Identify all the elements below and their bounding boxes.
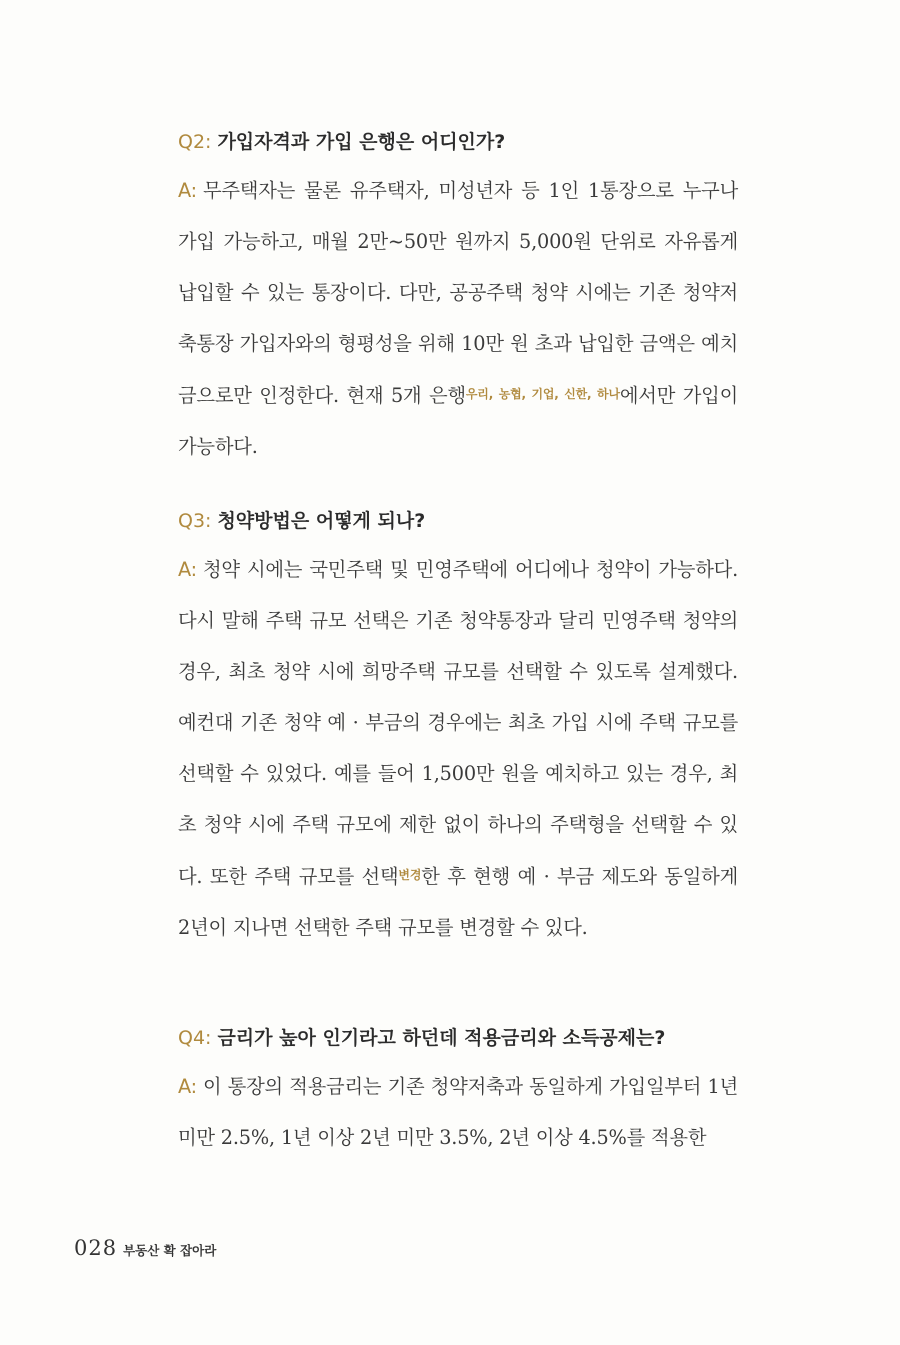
page-number: 028 — [74, 1236, 118, 1260]
answer-label: A: — [178, 558, 197, 581]
question-label: Q2: — [178, 131, 212, 153]
qa-section-q4 — [178, 1023, 738, 1163]
answer-paragraph — [178, 544, 738, 953]
answer-inline-note: 변경 — [398, 868, 422, 882]
answer-text: 청약 시에는 국민주택 및 민영주택에 어디에나 청약이 가능하다. 다시 말해 주택 규모 선택은 기존 청약통장과 달리 민영주택 청약의 경우, 최초 청약 시에 희망주택 규모를 선택할 수 있도록 설계했다. 예컨대 기존 청약 예 · 부금의 경우에는 최초 가입 시에 주택 규모를 선택할 수 있었다. 예를 들어 1,500만 원을 예치하고 있는 경우, 최초 청약 시에 주택 규모에 제한 없이 하나의 주택형을 선택할 수 있다. 또한 주택 규모를 선택 — [178, 558, 738, 888]
question-text: 금리가 높아 인기라고 하던데 적용금리와 소득공제는? — [217, 1027, 666, 1049]
answer-paragraph — [178, 165, 738, 472]
answer-text-tail: 한 후 현행 예 · 부금 제도와 동일하게 2년이 지나면 선택한 주택 규모를 변경할 수 있다. — [178, 865, 739, 939]
answer-text: 이 통장의 적용금리는 기존 청약저축과 동일하게 가입일부터 1년 미만 2.5%, 1년 이상 2년 미만 3.5%, 2년 이상 4.5%를 적용한 — [178, 1075, 738, 1149]
question-label: Q4: — [178, 1027, 212, 1049]
answer-inline-note: 우리, 농협, 기업, 신한, 하나 — [465, 387, 620, 401]
qa-section-q3 — [178, 506, 738, 953]
answer-text: 무주택자는 물론 유주택자, 미성년자 등 1인 1통장으로 누구나 가입 가능하고, 매월 2만~50만 원까지 5,000원 단위로 자유롭게 납입할 수 있는 통장이다. 다만, 공공주택 청약 시에는 기존 청약저축통장 가입자와의 형평성을 위해 10만 원 초과 납입한 금액은 예치금으로만 인정한다. 현재 5개 은행 — [178, 179, 738, 407]
question-text: 청약방법은 어떻게 되나? — [217, 510, 426, 532]
answer-label: A: — [178, 1075, 197, 1098]
book-title: 부동산 확 잡아라 — [123, 1243, 217, 1258]
qa-section-q2 — [178, 127, 738, 472]
page-footer — [74, 1236, 216, 1260]
question-text: 가입자격과 가입 은행은 어디인가? — [217, 131, 506, 153]
answer-paragraph — [178, 1061, 738, 1163]
answer-label: A: — [178, 179, 197, 202]
question-heading — [178, 1023, 738, 1053]
question-heading — [178, 506, 738, 536]
answer-text-tail: 에서만 가입이 가능하다. — [178, 384, 738, 458]
question-heading — [178, 127, 738, 157]
question-label: Q3: — [178, 510, 212, 532]
